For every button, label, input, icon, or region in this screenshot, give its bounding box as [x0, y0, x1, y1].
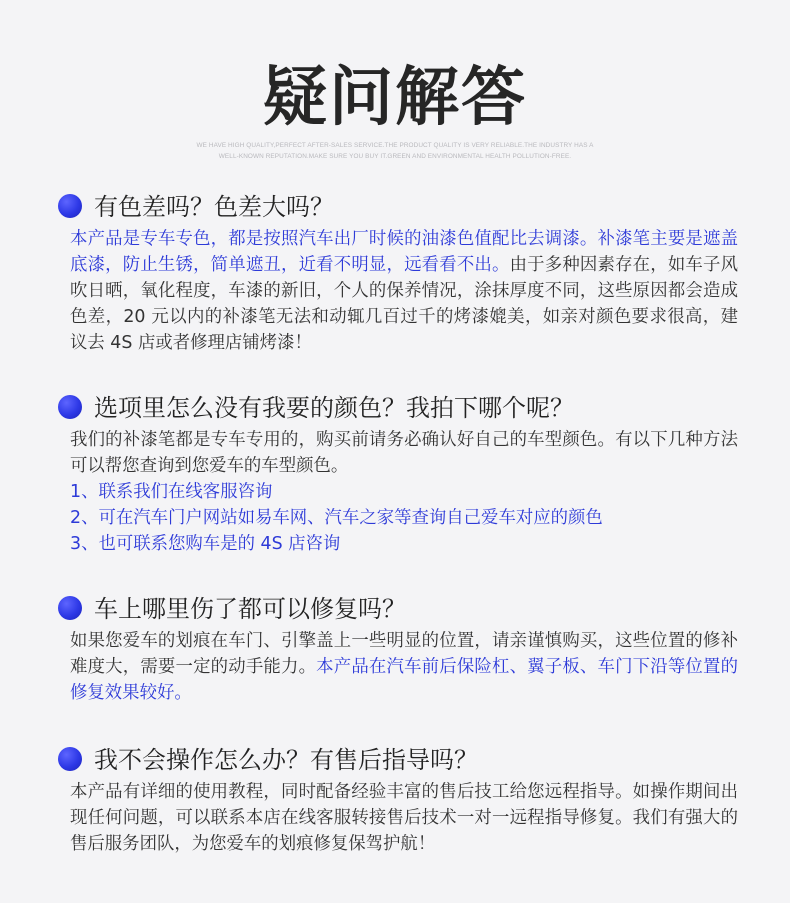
- answer-normal: 我们的补漆笔都是专车专用的，购买前请务必确认好自己的车型颜色。有以下几种方法可以帮您查询到您爱车的车型颜色。: [70, 430, 738, 476]
- answer-normal: 如果您爱车的划痕在车门、引擎盖上一些明显的位置，请亲谨慎购买，这些位置的修补难度大，需要一定的动手能力。: [70, 631, 738, 677]
- faq-item-color-difference: [58, 190, 738, 356]
- answer-text: [70, 779, 738, 857]
- answer-text: [70, 628, 738, 706]
- question-text: 我不会操作怎么办？有售后指导吗？: [94, 746, 478, 774]
- bullet-dot-icon: [58, 395, 82, 419]
- faq-item-repair-scope: [58, 592, 738, 706]
- question-text: 选项里怎么没有我要的颜色？我拍下哪个呢？: [94, 394, 574, 422]
- answer-list-item: 1、联系我们在线客服咨询: [70, 482, 273, 502]
- bullet-dot-icon: [58, 596, 82, 620]
- bullet-dot-icon: [58, 747, 82, 771]
- answer-list-item: 2、可在汽车门户网站如易车网、汽车之家等查询自己爱车对应的颜色: [70, 508, 603, 528]
- subtitle-line-1: WE HAVE HIGH QUALITY,PERFECT AFTER-SALES SERVICE.THE PRODUCT QUALITY IS VERY RELIABLE.THE INDUSTRY HAS A: [196, 142, 594, 149]
- question-text: 车上哪里伤了都可以修复吗？: [94, 595, 406, 623]
- answer-normal: 由于多种因素存在，如车子风吹日晒，氧化程度，车漆的新旧，个人的保养情况，涂抹厚度不同，这些原因都会造成色差，20 元以内的补漆笔无法和动辄几百过千的烤漆媲美，如亲对颜色要求很高，建议去 4S 店或者修理店铺烤漆！: [70, 255, 738, 353]
- question-row: [58, 743, 738, 777]
- answer-text: [70, 226, 738, 356]
- question-text: 有色差吗？色差大吗？: [94, 193, 334, 221]
- bullet-dot-icon: [58, 194, 82, 218]
- answer-normal: 本产品有详细的使用教程，同时配备经验丰富的售后技工给您远程指导。如操作期间出现任何问题，可以联系本店在线客服转接售后技术一对一远程指导修复。我们有强大的售后服务团队，为您爱车的划痕修复保驾护航！: [70, 782, 738, 854]
- subtitle-line-2: WELL-KNOWN REPUTATION.MAKE SURE YOU BUY IT.GREEN AND ENVIRONMENTAL HEALTH POLLUTION-FREE.: [218, 153, 572, 160]
- question-row: [58, 391, 738, 425]
- answer-highlight: 本产品是专车专色，都是按照汽车出厂时候的油漆色值配比去调漆。补漆笔主要是遮盖底漆，防止生锈，简单遮丑，近看不明显，远看看不出。: [70, 229, 738, 275]
- page-subtitle: [160, 140, 630, 162]
- answer-highlight: 本产品在汽车前后保险杠、翼子板、车门下沿等位置的修复效果较好。: [70, 657, 738, 703]
- question-row: [58, 592, 738, 626]
- answer-text: [70, 427, 738, 557]
- answer-list-item: 3、也可联系您购车是的 4S 店咨询: [70, 534, 341, 554]
- page-title: 疑问解答: [263, 60, 527, 135]
- faq-item-missing-color: [58, 391, 738, 557]
- question-row: [58, 190, 738, 224]
- faq-item-after-sales: [58, 743, 738, 857]
